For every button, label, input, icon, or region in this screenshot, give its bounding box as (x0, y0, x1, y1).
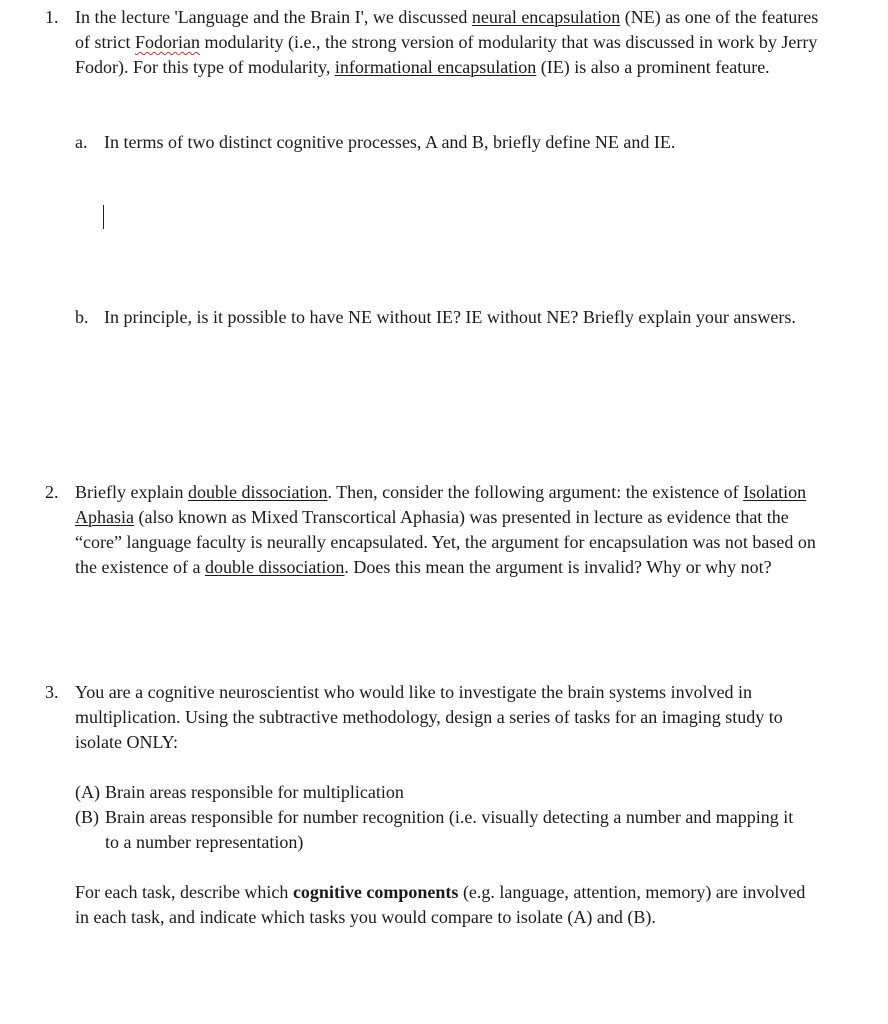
term-neural-encapsulation: neural encapsulation (471, 7, 621, 27)
question-1a-text[interactable]: In terms of two distinct cognitive processes, A and B, briefly define NE and IE. (104, 132, 676, 152)
q2-text-4: . Does this mean the argument is invalid? Why or why not? (344, 557, 772, 577)
question-3a-text[interactable]: Brain areas responsible for multiplication (105, 782, 404, 802)
question-2-number: 2. (45, 482, 59, 502)
term-cognitive-components: cognitive components (292, 882, 459, 902)
question-3-intro[interactable]: You are a cognitive neuroscientist who would like to investigate the brain systems involved in multiplication. Using the subtractive methodology, design a series of tasks for an imaging study to isolate ONLY: (75, 682, 783, 752)
q2-text-2: . Then, consider the following argument: the existence of (327, 482, 744, 502)
question-3-footer[interactable] (75, 880, 823, 930)
q1-text-4: (IE) is also a prominent feature. (536, 57, 770, 77)
q2-text-1: Briefly explain (75, 482, 188, 502)
q1-text-2: (NE) as one of the features of strict (75, 7, 819, 52)
term-informational-encapsulation: informational encapsulation (334, 57, 537, 77)
term-double-dissociation: double dissociation (187, 482, 328, 502)
q1-text-1: In the lecture 'Language and the Brain I', we discussed (75, 7, 472, 27)
term-double-dissociation-2: double dissociation (204, 557, 345, 577)
question-2-text[interactable] (75, 480, 820, 580)
question-1b-label: b. (75, 307, 89, 327)
question-1-text[interactable] (75, 5, 820, 80)
question-1-number: 1. (45, 7, 59, 27)
question-3a-label: (A) (75, 782, 100, 802)
q3-footer-text-1: For each task, describe which (75, 882, 293, 902)
term-fodorian-misspelled: Fodorian (135, 32, 200, 52)
q1-text-3: modularity (i.e., the strong version of modularity that was discussed in work by Jerry Fodor). For this type of modularity, (75, 32, 818, 77)
q2-text-3: (also known as Mixed Transcortical Aphasia) was presented in lecture as evidence that the “core” language faculty is neurally encapsulated. Yet, the argument for encapsulation was not based on the existence of a (75, 507, 816, 577)
question-1b-text[interactable]: In principle, is it possible to have NE without IE? IE without NE? Briefly explain your answers. (104, 307, 796, 327)
question-3-number: 3. (45, 682, 59, 702)
term-isolation-aphasia: Isolation Aphasia (75, 482, 807, 527)
question-3b-label: (B) (75, 807, 99, 827)
question-3b-text[interactable]: Brain areas responsible for number recognition (i.e. visually detecting a number and mapping it to a number representation) (105, 807, 794, 852)
q3-footer-text-2: (e.g. language, attention, memory) are involved in each task, and indicate which tasks you would compare to isolate (A) and (B). (75, 882, 806, 927)
text-cursor (103, 205, 104, 229)
question-1a-label: a. (75, 132, 88, 152)
